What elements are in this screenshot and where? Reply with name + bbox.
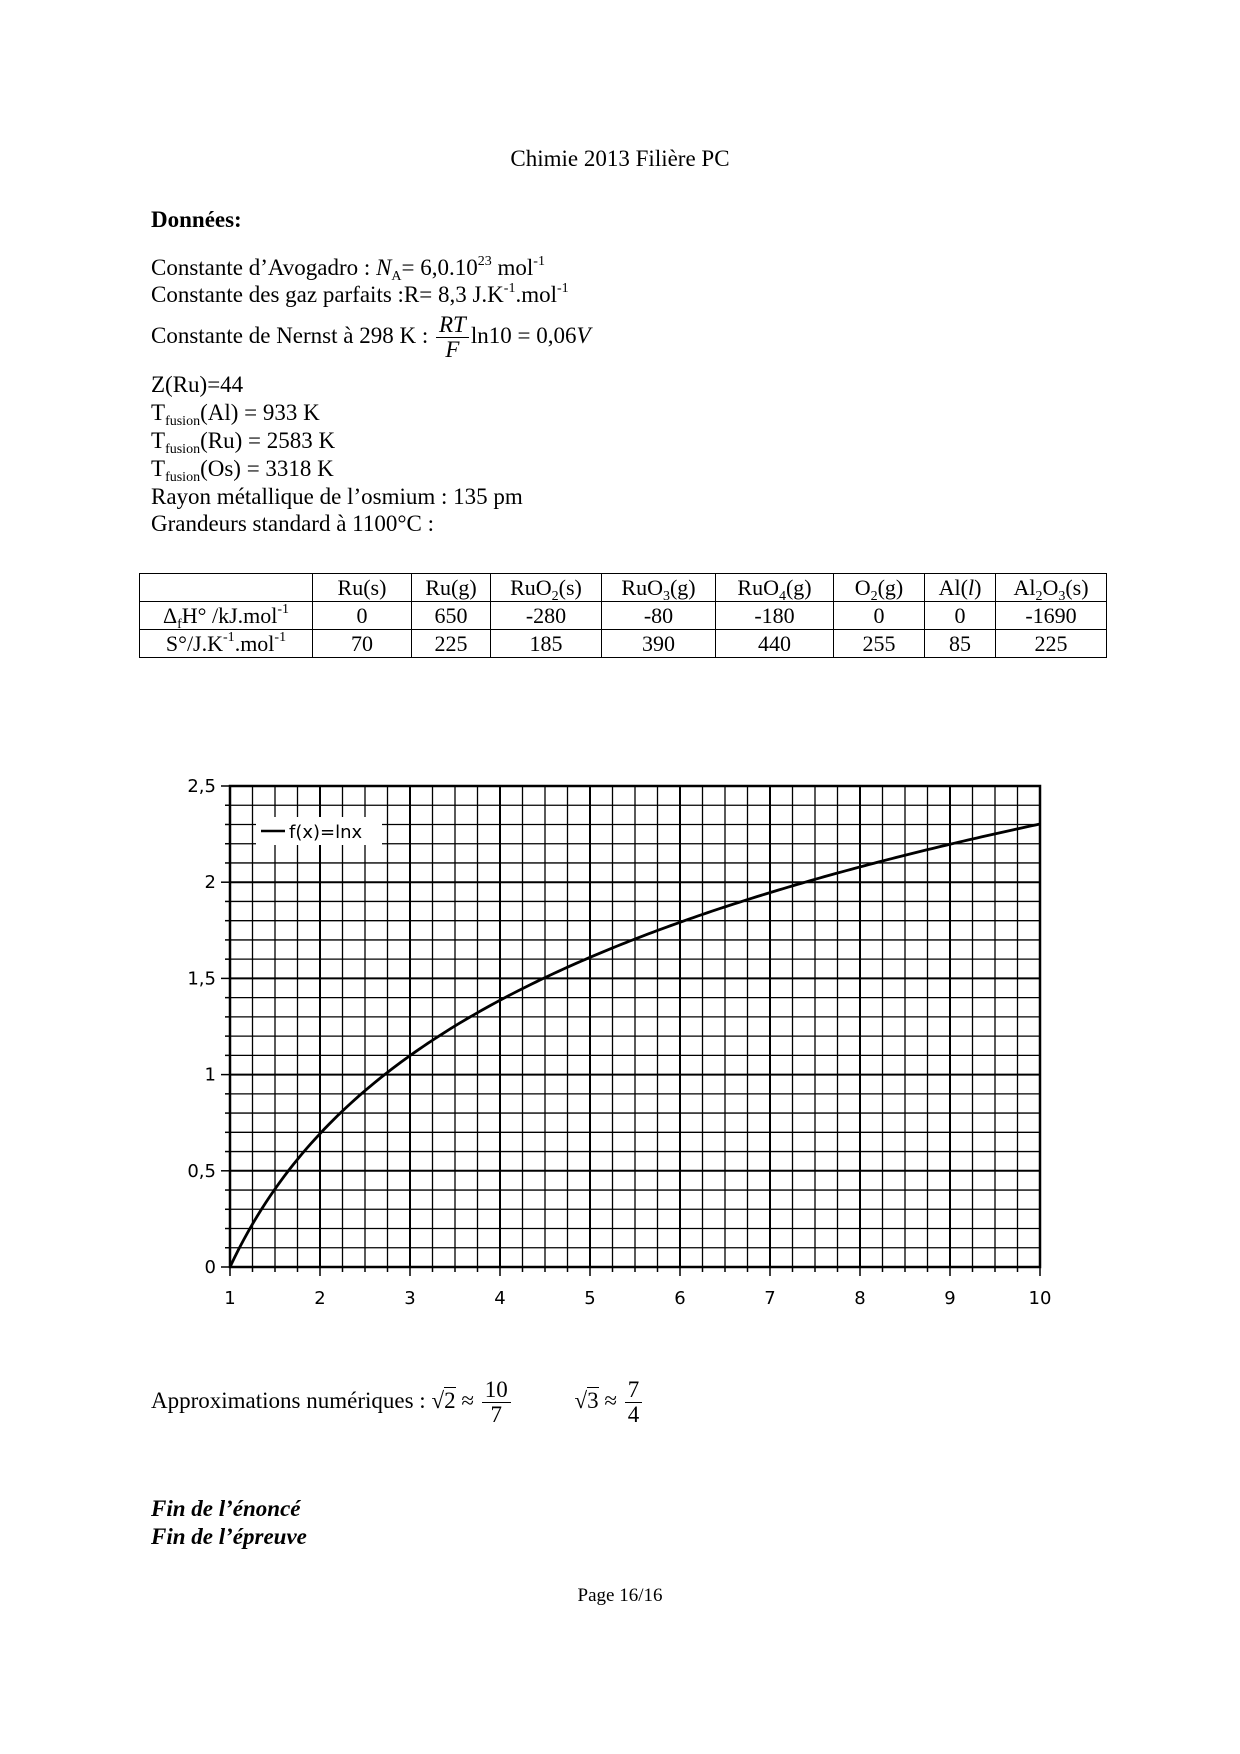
table-cell: 650	[412, 602, 491, 630]
y-tick-label: 2,5	[187, 776, 216, 797]
col-header: RuO$_3$(g)	[602, 574, 716, 602]
fin-epreuve: Fin de l’épreuve	[151, 1524, 307, 1549]
table-cell: 440	[716, 630, 834, 658]
x-tick-label: 9	[944, 1288, 956, 1309]
page-header: Chimie 2013 Filière PC	[510, 146, 730, 171]
fraction-7-4: $\frac{7}{4}$	[625, 1378, 643, 1427]
y-tick-label: 0,5	[187, 1160, 216, 1182]
x-tick-label: 8	[854, 1288, 866, 1309]
y-tick-label: 0	[204, 1257, 216, 1278]
table-cell: 0	[313, 602, 412, 630]
col-header: RuO$_4$(g)	[716, 574, 834, 602]
x-tick-label: 10	[1028, 1288, 1052, 1309]
table-cell: 85	[925, 630, 996, 658]
table-cell: 0	[925, 602, 996, 630]
table-cell: -180	[716, 602, 834, 630]
x-tick-label: 2	[314, 1288, 326, 1309]
table-cell: 255	[834, 630, 925, 658]
y-tick-label: 1	[204, 1064, 216, 1086]
approximations: Approximations numériques : √2 ≈ $\frac{10}{7}$ √3 ≈ $\frac{7}{4}$	[151, 1378, 644, 1427]
fin-enonce: Fin de l’énoncé	[151, 1496, 301, 1521]
col-header: $Al_2O_3(s)$	[996, 574, 1107, 602]
table-cell: 225	[996, 630, 1107, 658]
row-label: $\Delta_fH^\circ$ /kJ.mol$^{-1}$	[140, 602, 313, 630]
page-number: Page 16/16	[577, 1585, 663, 1606]
col-header: RuO$_2$(s)	[491, 574, 602, 602]
donnees-title: Données:	[151, 207, 242, 232]
row-label: $S^\circ/J.K^{-1}.mol^{-1}$	[140, 630, 313, 658]
x-tick-label: 7	[764, 1288, 776, 1309]
y-tick-label: 1,5	[187, 968, 216, 990]
x-tick-label: 5	[584, 1288, 596, 1309]
col-header: Ru(s)	[313, 574, 412, 602]
table-cell: -280	[491, 602, 602, 630]
fraction-10-7: $\frac{10}{7}$	[482, 1378, 511, 1427]
nernst-constant: Constante de Nernst à 298 K : $\frac{RT}{F}$ ln10 = 0,06V	[151, 312, 591, 362]
x-tick-label: 3	[404, 1288, 416, 1309]
gas-constant: Constante des gaz parfaits :R= 8,3 $J.K^{-1}.mol^{-1}$	[151, 281, 569, 307]
table-cell: 0	[834, 602, 925, 630]
col-header: $O_2(g)$	[834, 574, 925, 602]
sqrt-symbol: √	[574, 1387, 588, 1413]
t-fusion-os: $T_{fusion}(Os) = 3318$ K	[151, 456, 334, 485]
x-tick-label: 6	[674, 1288, 686, 1309]
x-tick-label: 4	[494, 1288, 506, 1309]
axis-ticks	[221, 786, 1040, 1276]
table-cell: -80	[602, 602, 716, 630]
table-cell: 185	[491, 630, 602, 658]
grandeurs-title: Grandeurs standard à 1100°C :	[151, 511, 434, 536]
grid-minor	[230, 786, 1040, 1267]
z-ru: Z(Ru)=44	[151, 372, 244, 397]
avogadro-constant: Constante d’Avogadro : $N_A= 6,0.10^{23}$ mol$^{-1}$	[151, 254, 545, 284]
nernst-fraction: $\frac{RT}{F}$	[436, 313, 469, 362]
table-cell: 70	[313, 630, 412, 658]
col-header: Ru(g)	[412, 574, 491, 602]
table-cell: -1690	[996, 602, 1107, 630]
table-cell: 225	[412, 630, 491, 658]
sqrt-symbol: √	[431, 1387, 445, 1413]
table-cell: 390	[602, 630, 716, 658]
legend-label: f(x)=lnx	[289, 822, 363, 843]
t-fusion-ru: $T_{fusion}(Ru) = 2583$ K	[151, 428, 336, 457]
x-tick-label: 1	[224, 1288, 236, 1309]
osmium-radius: Rayon métallique de l’osmium : 135 pm	[151, 484, 523, 509]
y-tick-label: 2	[204, 872, 216, 894]
t-fusion-al: $T_{fusion}(Al) = 933$ K	[151, 400, 320, 429]
col-header: Al(l)	[925, 574, 996, 602]
